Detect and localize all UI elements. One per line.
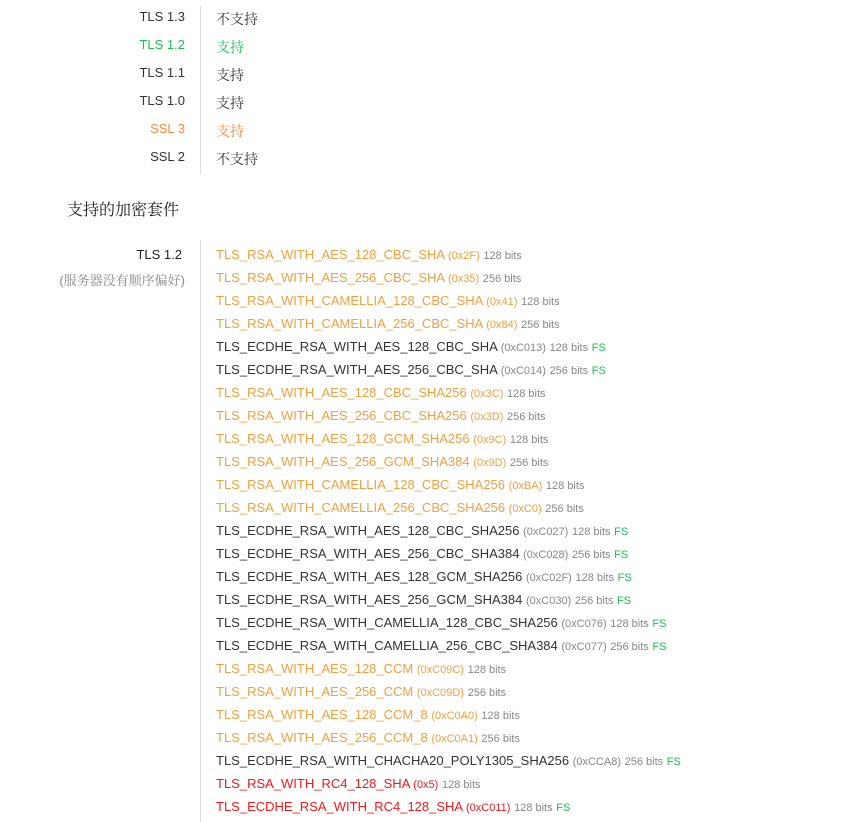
cipher-bits: 256 bits — [549, 365, 589, 377]
cipher-name: TLS_RSA_WITH_AES_256_CBC_SHA — [216, 270, 445, 285]
cipher-id: (0xC09C) — [416, 664, 464, 676]
protocol-row — [0, 144, 862, 172]
cipher-name: TLS_ECDHE_RSA_WITH_CAMELLIA_128_CBC_SHA256 — [216, 615, 558, 630]
cipher-id: (0x35) — [447, 273, 480, 285]
cipher-name: TLS_ECDHE_RSA_WITH_AES_128_CBC_SHA — [216, 339, 498, 354]
protocol-support: 支持 — [216, 67, 244, 83]
protocol-name: TLS 1.3 — [139, 9, 185, 24]
cipher-table — [0, 240, 862, 822]
forward-secrecy-badge: FS — [666, 756, 681, 768]
cipher-bits: 256 bits — [509, 457, 549, 469]
cipher-name: TLS_ECDHE_RSA_WITH_CAMELLIA_256_CBC_SHA384 — [216, 638, 558, 653]
cipher-id: (0xC0A0) — [431, 710, 478, 722]
cipher-name: TLS_RSA_WITH_AES_256_GCM_SHA384 — [216, 454, 470, 469]
cipher-row — [216, 473, 681, 496]
cipher-row — [216, 266, 681, 289]
cipher-bits: 256 bits — [571, 549, 611, 561]
cipher-id: (0xC077) — [561, 641, 607, 653]
cipher-id: (0xCCA8) — [572, 756, 622, 768]
cipher-id: (0x9D) — [473, 457, 507, 469]
protocol-support: 支持 — [216, 123, 244, 139]
cipher-name: TLS_RSA_WITH_AES_128_GCM_SHA256 — [216, 431, 470, 446]
cipher-name: TLS_ECDHE_RSA_WITH_RC4_128_SHA — [216, 799, 463, 814]
cipher-bits: 256 bits — [481, 733, 520, 745]
cipher-row — [216, 404, 681, 427]
cipher-row — [216, 335, 681, 358]
cipher-row — [216, 427, 681, 450]
forward-secrecy-badge: FS — [617, 572, 632, 584]
cipher-id: (0xC028) — [523, 549, 569, 561]
cipher-bits: 128 bits — [467, 664, 507, 676]
cipher-id: (0xC0A1) — [431, 733, 478, 745]
protocol-row — [0, 32, 862, 60]
cipher-id: (0x5) — [413, 779, 439, 791]
cipher-id: (0xC014) — [500, 365, 546, 377]
cipher-name: TLS_RSA_WITH_CAMELLIA_256_CBC_SHA — [216, 316, 483, 331]
cipher-name: TLS_RSA_WITH_AES_256_CCM_8 — [216, 730, 428, 745]
cipher-id: (0x3C) — [470, 388, 504, 400]
protocol-row — [0, 60, 862, 88]
protocol-row — [0, 116, 862, 144]
cipher-row — [216, 450, 681, 473]
cipher-bits: 256 bits — [574, 595, 614, 607]
protocol-table — [0, 4, 862, 174]
cipher-name: TLS_RSA_WITH_CAMELLIA_256_CBC_SHA256 — [216, 500, 506, 515]
protocol-support: 支持 — [216, 95, 244, 111]
cipher-row — [216, 243, 681, 266]
cipher-bits: 128 bits — [441, 779, 481, 791]
cipher-row — [216, 381, 681, 404]
cipher-row — [216, 680, 681, 703]
cipher-row — [216, 611, 681, 634]
cipher-bits: 128 bits — [509, 434, 549, 446]
forward-secrecy-badge: FS — [591, 342, 606, 354]
cipher-id: (0xC076) — [561, 618, 607, 630]
cipher-id: (0x2F) — [447, 250, 480, 262]
cipher-row — [216, 726, 681, 749]
cipher-list — [216, 243, 681, 818]
cipher-id: (0xC030) — [525, 595, 572, 607]
cipher-row — [216, 795, 681, 818]
cipher-id: (0x9C) — [473, 434, 507, 446]
cipher-name: TLS_ECDHE_RSA_WITH_AES_128_CBC_SHA256 — [216, 523, 520, 538]
order-preference-note: (服务器没有顺序偏好) — [59, 273, 185, 288]
cipher-name: TLS_RSA_WITH_CAMELLIA_128_CBC_SHA — [216, 293, 483, 308]
cipher-name: TLS_ECDHE_RSA_WITH_AES_128_GCM_SHA256 — [216, 569, 523, 584]
cipher-row — [216, 312, 681, 335]
cipher-row — [216, 496, 681, 519]
cipher-bits: 128 bits — [549, 342, 589, 354]
cipher-name: TLS_RSA_WITH_AES_128_CBC_SHA256 — [216, 385, 467, 400]
cipher-bits: 256 bits — [521, 319, 560, 331]
cipher-bits: 128 bits — [507, 388, 546, 400]
cipher-bits: 128 bits — [571, 526, 611, 538]
cipher-id: (0x84) — [486, 319, 518, 331]
cipher-bits: 128 bits — [545, 480, 585, 492]
protocol-row — [0, 88, 862, 116]
cipher-bits: 256 bits — [467, 687, 507, 699]
cipher-bits: 256 bits — [507, 411, 546, 423]
cipher-bits: 256 bits — [610, 641, 649, 653]
cipher-bits: 128 bits — [483, 250, 522, 262]
cipher-bits: 128 bits — [521, 296, 560, 308]
cipher-row — [216, 657, 681, 680]
cipher-bits: 128 bits — [481, 710, 520, 722]
cipher-id: (0xC027) — [523, 526, 569, 538]
cipher-bits: 256 bits — [624, 756, 664, 768]
cipher-bits: 128 bits — [514, 802, 553, 814]
cipher-id: (0x41) — [486, 296, 518, 308]
protocol-name: TLS 1.2 — [139, 37, 185, 52]
cipher-bits: 128 bits — [575, 572, 614, 584]
cipher-name: TLS_RSA_WITH_AES_128_CBC_SHA — [216, 247, 445, 262]
cipher-id: (0xC011) — [466, 802, 511, 814]
protocol-support: 不支持 — [216, 151, 258, 167]
cipher-name: TLS_RSA_WITH_RC4_128_SHA — [216, 776, 410, 791]
cipher-row — [216, 634, 681, 657]
cipher-name: TLS_RSA_WITH_AES_256_CBC_SHA256 — [216, 408, 467, 423]
cipher-bits: 256 bits — [482, 273, 522, 285]
cipher-row — [216, 519, 681, 542]
protocol-name: SSL 3 — [150, 121, 185, 136]
cipher-name: TLS_RSA_WITH_AES_128_CCM — [216, 661, 414, 676]
divider — [200, 240, 201, 822]
cipher-suites-heading: 支持的加密套件 — [67, 202, 180, 219]
cipher-row — [216, 358, 681, 381]
protocol-name: TLS 1.0 — [139, 93, 185, 108]
protocol-row — [0, 4, 862, 32]
cipher-row — [216, 749, 681, 772]
protocol-support: 不支持 — [216, 11, 258, 27]
cipher-id: (0x3D) — [470, 411, 504, 423]
forward-secrecy-badge: FS — [652, 618, 667, 630]
cipher-name: TLS_ECDHE_RSA_WITH_AES_256_CBC_SHA — [216, 362, 498, 377]
protocol-name: SSL 2 — [150, 149, 185, 164]
forward-secrecy-badge: FS — [614, 526, 629, 538]
cipher-id: (0xC013) — [500, 342, 546, 354]
cipher-row — [216, 588, 681, 611]
cipher-id: (0xC09D) — [416, 687, 464, 699]
cipher-row — [216, 289, 681, 312]
cipher-name: TLS_RSA_WITH_CAMELLIA_128_CBC_SHA256 — [216, 477, 506, 492]
cipher-row — [216, 542, 681, 565]
forward-secrecy-badge: FS — [617, 595, 632, 607]
cipher-id: (0xBA) — [508, 480, 543, 492]
forward-secrecy-badge: FS — [591, 365, 606, 377]
protocol-support: 支持 — [216, 39, 244, 55]
cipher-protocol-label: TLS 1.2 — [136, 247, 182, 262]
forward-secrecy-badge: FS — [556, 802, 571, 814]
cipher-name: TLS_RSA_WITH_AES_256_CCM — [216, 684, 414, 699]
forward-secrecy-badge: FS — [652, 641, 667, 653]
cipher-name: TLS_ECDHE_RSA_WITH_CHACHA20_POLY1305_SHA256 — [216, 753, 570, 768]
cipher-bits: 128 bits — [610, 618, 649, 630]
cipher-name: TLS_RSA_WITH_AES_128_CCM_8 — [216, 707, 428, 722]
cipher-row — [216, 772, 681, 795]
forward-secrecy-badge: FS — [614, 549, 629, 561]
cipher-bits: 256 bits — [545, 503, 584, 515]
cipher-row — [216, 703, 681, 726]
cipher-name: TLS_ECDHE_RSA_WITH_AES_256_CBC_SHA384 — [216, 546, 520, 561]
cipher-name: TLS_ECDHE_RSA_WITH_AES_256_GCM_SHA384 — [216, 592, 523, 607]
cipher-row — [216, 565, 681, 588]
cipher-id: (0xC02F) — [525, 572, 572, 584]
protocol-name: TLS 1.1 — [139, 65, 185, 80]
cipher-id: (0xC0) — [508, 503, 542, 515]
